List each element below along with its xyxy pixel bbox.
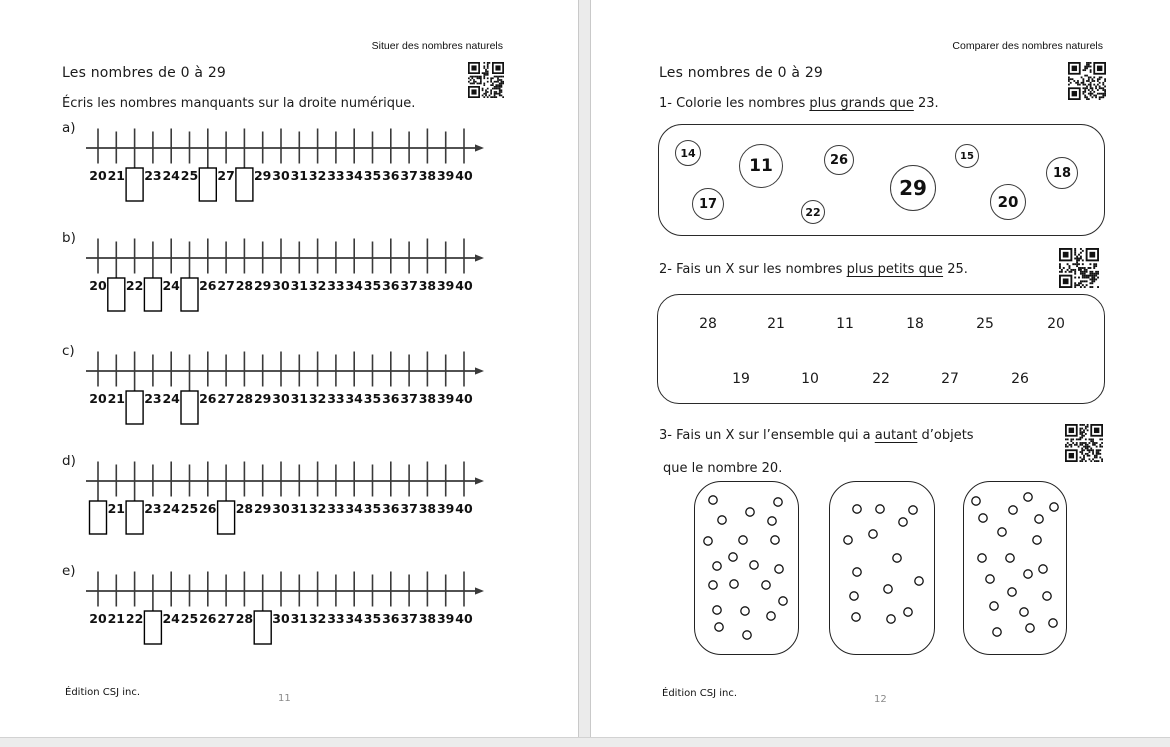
number-circle-22: 22 — [801, 200, 825, 224]
viewport-bottom-strip — [0, 737, 1170, 747]
object-dot — [899, 518, 907, 526]
tick-label: 29 — [253, 168, 272, 183]
tick-label: 34 — [345, 278, 363, 293]
object-dot — [850, 592, 858, 600]
tick-label: 23 — [144, 168, 162, 183]
object-dot — [1049, 619, 1057, 627]
tick-label: 32 — [308, 168, 327, 183]
q2-number-18: 18 — [906, 316, 924, 332]
tick-label: 31 — [290, 278, 309, 293]
object-dot — [990, 602, 998, 610]
missing-number-box — [181, 391, 198, 424]
tick-label: 26 — [199, 501, 217, 516]
q2-text: 2- Fais un X sur les nombres — [659, 262, 847, 277]
q3-instruction-line2: que le nombre 20. — [663, 461, 783, 476]
tick-label: 37 — [400, 278, 418, 293]
tick-label: 33 — [327, 391, 345, 406]
tick-label: 33 — [327, 501, 345, 516]
number-line-graphic — [86, 565, 486, 649]
q1-text: 1- Colorie les nombres — [659, 96, 810, 111]
tick-label: 28 — [235, 278, 254, 293]
qr-code — [1065, 424, 1103, 462]
number-circle-29: 29 — [890, 165, 936, 211]
tick-label: 20 — [89, 611, 107, 626]
tick-label: 21 — [107, 501, 126, 516]
tick-label: 39 — [436, 168, 455, 183]
q2-number-25: 25 — [976, 316, 994, 332]
tick-label: 31 — [290, 391, 309, 406]
tick-label: 38 — [418, 168, 437, 183]
dot-set-3 — [963, 481, 1067, 655]
tick-label: 30 — [272, 278, 290, 293]
tick-label: 26 — [199, 611, 217, 626]
missing-number-box — [236, 168, 253, 201]
tick-label: 35 — [363, 168, 382, 183]
object-dot — [739, 536, 747, 544]
q2-number-22: 22 — [872, 371, 890, 387]
object-dot — [1006, 554, 1014, 562]
tick-label: 36 — [382, 611, 400, 626]
object-dot — [713, 606, 721, 614]
dot-set-graphic — [964, 482, 1068, 656]
object-dot — [741, 607, 749, 615]
object-dot — [869, 530, 877, 538]
object-dot — [844, 536, 852, 544]
object-dot — [713, 562, 721, 570]
q1-text-suffix: 23. — [913, 96, 939, 111]
tick-label: 29 — [253, 501, 272, 516]
page-right-title: Les nombres de 0 à 29 — [659, 65, 824, 81]
object-dot — [993, 628, 1001, 636]
page-right — [591, 0, 1170, 737]
tick-label: 26 — [199, 278, 217, 293]
edition-label: Édition CSJ inc. — [662, 688, 738, 699]
missing-number-box — [181, 278, 198, 311]
tick-label: 38 — [418, 611, 437, 626]
object-dot — [1050, 503, 1058, 511]
q2-text-suffix: 25. — [943, 262, 968, 277]
tick-label: 23 — [144, 501, 162, 516]
tick-label: 32 — [308, 611, 327, 626]
tick-label: 22 — [125, 278, 144, 293]
tick-label: 24 — [162, 168, 180, 183]
line-item-label: e) — [62, 563, 76, 579]
object-dot — [978, 554, 986, 562]
tick-label: 38 — [418, 278, 437, 293]
tick-label: 32 — [308, 501, 327, 516]
tick-label: 34 — [345, 391, 363, 406]
tick-label: 25 — [180, 501, 199, 516]
object-dot — [909, 506, 917, 514]
page-left-instruction: Écris les nombres manquants sur la droite numérique. — [62, 96, 416, 111]
dot-set-2 — [829, 481, 935, 655]
tick-label: 20 — [89, 278, 107, 293]
number-circle-11: 11 — [739, 144, 783, 188]
object-dot — [768, 517, 776, 525]
page-left-title: Les nombres de 0 à 29 — [62, 65, 227, 81]
number-circle-17: 17 — [692, 188, 724, 220]
tick-label: 40 — [455, 501, 473, 516]
object-dot — [998, 528, 1006, 536]
tick-label: 35 — [363, 501, 382, 516]
object-dot — [972, 497, 980, 505]
object-dot — [893, 554, 901, 562]
number-line-graphic — [86, 232, 486, 316]
tick-label: 30 — [272, 391, 290, 406]
missing-number-box — [144, 611, 161, 644]
tick-label: 34 — [345, 611, 363, 626]
tick-label: 29 — [253, 391, 272, 406]
tick-label: 23 — [144, 391, 162, 406]
tick-label: 36 — [382, 391, 400, 406]
q2-number-27: 27 — [941, 371, 959, 387]
tick-label: 38 — [418, 501, 437, 516]
number-circle-20: 20 — [990, 184, 1026, 220]
q3-underlined-text: autant — [874, 428, 918, 443]
object-dot — [1024, 493, 1032, 501]
object-dot — [884, 585, 892, 593]
number-circle-14: 14 — [675, 140, 701, 166]
tick-label: 24 — [162, 278, 180, 293]
tick-label: 24 — [162, 501, 180, 516]
line-item-label: a) — [62, 120, 76, 136]
missing-number-box — [254, 611, 271, 644]
missing-number-box — [126, 501, 143, 534]
tick-label: 28 — [235, 501, 254, 516]
edition-label: Édition CSJ inc. — [65, 687, 141, 698]
q1-underlined-text: plus grands que — [809, 96, 914, 111]
tick-label: 37 — [400, 391, 418, 406]
tick-label: 39 — [436, 501, 455, 516]
tick-label: 39 — [436, 391, 455, 406]
tick-label: 30 — [272, 611, 290, 626]
q1-instruction — [659, 96, 939, 111]
object-dot — [746, 508, 754, 516]
tick-label: 30 — [272, 501, 290, 516]
qr-code — [468, 62, 504, 98]
tick-label: 36 — [382, 168, 400, 183]
tick-label: 33 — [327, 278, 345, 293]
missing-number-box — [108, 278, 125, 311]
tick-label: 31 — [290, 611, 309, 626]
number-circle-26: 26 — [824, 145, 854, 175]
number-circle-15: 15 — [955, 144, 979, 168]
tick-label: 35 — [363, 278, 382, 293]
number-line-graphic — [86, 122, 486, 206]
tick-label: 21 — [107, 391, 126, 406]
tick-label: 36 — [382, 278, 400, 293]
line-item-label: c) — [62, 343, 75, 359]
object-dot — [1043, 592, 1051, 600]
q2-number-11: 11 — [836, 316, 854, 332]
tick-label: 24 — [162, 611, 180, 626]
tick-label: 20 — [89, 168, 107, 183]
tick-label: 30 — [272, 168, 290, 183]
object-dot — [718, 516, 726, 524]
tick-label: 26 — [199, 391, 217, 406]
tick-label: 38 — [418, 391, 437, 406]
tick-label: 27 — [217, 278, 235, 293]
q2-number-28: 28 — [699, 316, 717, 332]
tick-label: 40 — [455, 611, 473, 626]
dot-set-graphic — [830, 482, 936, 656]
q2-number-26: 26 — [1011, 371, 1029, 387]
tick-label: 39 — [436, 278, 455, 293]
q2-number-10: 10 — [801, 371, 819, 387]
tick-label: 39 — [436, 611, 455, 626]
object-dot — [986, 575, 994, 583]
tick-label: 27 — [217, 168, 235, 183]
tick-label: 35 — [363, 391, 382, 406]
dot-set-1 — [694, 481, 799, 655]
tick-label: 34 — [345, 501, 363, 516]
object-dot — [709, 581, 717, 589]
number-line-graphic — [86, 455, 486, 539]
q2-number-21: 21 — [767, 316, 785, 332]
tick-label: 29 — [253, 278, 272, 293]
object-dot — [771, 536, 779, 544]
page-right-running-head: Comparer des nombres naturels — [952, 40, 1103, 52]
q2-number-19: 19 — [732, 371, 750, 387]
object-dot — [876, 505, 884, 513]
page-gutter-divider — [578, 0, 591, 747]
tick-label: 27 — [217, 391, 235, 406]
tick-label: 36 — [382, 501, 400, 516]
object-dot — [730, 580, 738, 588]
object-dot — [852, 613, 860, 621]
object-dot — [1039, 565, 1047, 573]
tick-label: 28 — [235, 611, 254, 626]
object-dot — [774, 498, 782, 506]
object-dot — [1035, 515, 1043, 523]
object-dot — [743, 631, 751, 639]
q1-circles-box — [658, 124, 1105, 236]
page-number: 12 — [874, 694, 887, 705]
tick-label: 37 — [400, 611, 418, 626]
q2-numbers-box — [657, 294, 1105, 404]
object-dot — [775, 565, 783, 573]
missing-number-box — [126, 168, 143, 201]
tick-label: 33 — [327, 611, 345, 626]
tick-label: 35 — [363, 611, 382, 626]
tick-label: 37 — [400, 501, 418, 516]
tick-label: 21 — [107, 168, 126, 183]
tick-label: 21 — [107, 611, 126, 626]
tick-label: 32 — [308, 391, 327, 406]
object-dot — [704, 537, 712, 545]
tick-label: 20 — [89, 391, 107, 406]
line-item-label: d) — [62, 453, 76, 469]
tick-label: 25 — [180, 168, 199, 183]
number-circle-18: 18 — [1046, 157, 1078, 189]
tick-label: 28 — [235, 391, 254, 406]
tick-label: 34 — [345, 168, 363, 183]
object-dot — [1024, 570, 1032, 578]
missing-number-box — [126, 391, 143, 424]
tick-label: 27 — [217, 611, 235, 626]
object-dot — [853, 568, 861, 576]
object-dot — [779, 597, 787, 605]
object-dot — [750, 561, 758, 569]
tick-label: 40 — [455, 168, 473, 183]
qr-code — [1059, 248, 1099, 288]
object-dot — [762, 581, 770, 589]
object-dot — [1008, 588, 1016, 596]
object-dot — [715, 623, 723, 631]
tick-label: 32 — [308, 278, 327, 293]
object-dot — [1033, 536, 1041, 544]
missing-number-box — [199, 168, 216, 201]
tick-label: 40 — [455, 391, 473, 406]
missing-number-box — [218, 501, 235, 534]
tick-label: 22 — [125, 611, 144, 626]
tick-label: 37 — [400, 168, 418, 183]
q2-underlined-text: plus petits que — [846, 262, 944, 277]
missing-number-box — [90, 501, 107, 534]
page-left-running-head: Situer des nombres naturels — [371, 40, 503, 52]
tick-label: 31 — [290, 501, 309, 516]
number-line-graphic — [86, 345, 486, 429]
object-dot — [853, 505, 861, 513]
tick-label: 31 — [290, 168, 309, 183]
object-dot — [979, 514, 987, 522]
object-dot — [767, 612, 775, 620]
q2-instruction — [659, 262, 968, 277]
page-left — [0, 0, 578, 737]
q3-text: 3- Fais un X sur l’ensemble qui a — [659, 428, 875, 443]
page-number: 11 — [278, 693, 291, 704]
object-dot — [887, 615, 895, 623]
tick-label: 33 — [327, 168, 345, 183]
missing-number-box — [144, 278, 161, 311]
object-dot — [1026, 624, 1034, 632]
dot-set-graphic — [695, 482, 800, 656]
q3-instruction — [659, 428, 974, 443]
line-item-label: b) — [62, 230, 76, 246]
object-dot — [709, 496, 717, 504]
tick-label: 40 — [455, 278, 473, 293]
q3-text-suffix: d’objets — [917, 428, 974, 443]
object-dot — [729, 553, 737, 561]
object-dot — [1020, 608, 1028, 616]
tick-label: 25 — [180, 611, 199, 626]
tick-label: 24 — [162, 391, 180, 406]
object-dot — [904, 608, 912, 616]
object-dot — [915, 577, 923, 585]
qr-code — [1068, 62, 1106, 100]
q2-number-20: 20 — [1047, 316, 1065, 332]
object-dot — [1009, 506, 1017, 514]
